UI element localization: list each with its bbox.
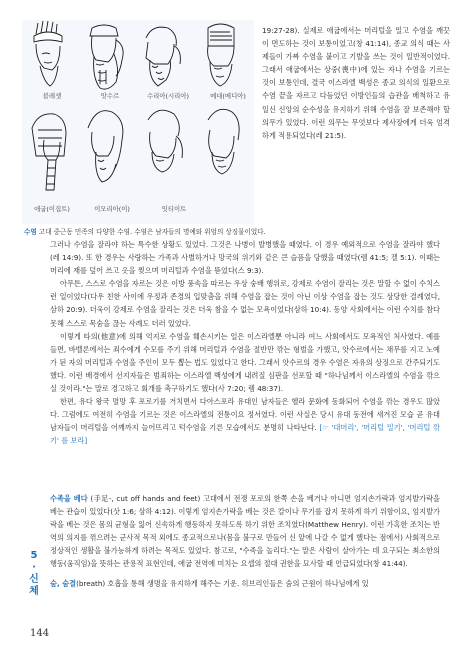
cross-reference-link[interactable]: [☞ '대머리', '머리털 밀기', '머리털 깎기' 를 보라] bbox=[50, 423, 440, 446]
side-tab-dot: · bbox=[32, 562, 36, 573]
page-number: 144 bbox=[30, 628, 50, 639]
entry-text: 고대에서 전쟁 포로의 한쪽 손을 베거나 아니면 엄지손가락과 엄지발가락을 베는 관습이 있었다(삿 1:6; 삼하 4:12). 이렇게 엄지손가락을 베는 것은 칼이나 무기를 잡지 못하게 하기 위함이요, 엄지발가락을 베는 것은 몸의 균형을 잃어 신속하게 행동하지 못하도록 하기 위한 조치였다(Matthew Henry). 이런 가혹한 조치는 반역의 의지를 꺾으려는 군사적 목적 외에도 종교적으로나(몸을 불구로 만들어 신 앞에 나갈 수 없게 했다는 점에서) 사회적으로 정상적인 생활을 불가능하게 하려는 목적도 있었다. 참고로, "수족을 놀리다."는 말은 사람이 살아가는 데 요구되는 최소한의 행동(움직임)을 뜻하는 관용적 표현인데, 애굽 전역에 미치는 요셉의 절대 권한을 묘사할 때 언급되었다(창 41:44). bbox=[50, 494, 440, 569]
entry-term-sub: (breath) bbox=[76, 578, 106, 588]
caption-text: 고대 중근동 민족의 다양한 수염. 수염은 남자들의 명예와 위엄의 상징물이었다. bbox=[36, 228, 266, 236]
chapter-side-tab bbox=[26, 550, 42, 598]
entry-term-sub: (手足-, cut off hands and feet) bbox=[90, 494, 201, 503]
entry-sum bbox=[50, 577, 440, 590]
body-paragraph-3: 이렇게 타의(他意)에 의해 억지로 수염을 훼손시키는 일은 이스라엘뿐 아니라 여느 사회에서도 모욕적인 처사였다. 예를 들면, 바벨론에서는 죄수에게 수모를 주기 위해 머리털과 수염을 절반만 깎는 형벌을 가했고, 앗수르에서는 채무를 지고 노예가 된 자의 머리털과 수염을 주인이 모두 뽑는 법도 있었다고 한다. 그래서 앗수르의 경우 수염은 자유의 상징으로 간주되기도 했다. 이런 배경에서 선지자들은 범죄하는 이스라엘 백성에게 내려질 심판을 선포할 때 "하나님께서 이스라엘의 수염을 깎으실 것이라."는 말로 경고하고 회개를 촉구하기도 했다(사 7:20; 렘 48:37). bbox=[50, 331, 440, 394]
caption-heading: 수염 bbox=[24, 228, 37, 236]
head-drawing-amorite bbox=[88, 111, 123, 182]
right-column-text: 19:27-28). 실제로 애굽에서는 머리털을 밀고 수염을 깨끗이 면도하는 것이 보통이었고(창 41:14), 종교 의식 때는 사제들이 가짜 수염을 붙이고 기발을 쓰는 것이 일반적이었다. 그래서 애굽에서는 상중(喪中)에 있는 자나 수염을 기르는 것이 보통인데, 결국 이스라엘 백성은 종교 의식의 일환으로 수염 끝을 자르고 다듬었던 이방인들의 습관을 배척하고 유일신 신앙의 순수성을 유지하기 위해 수염을 잘 보존해야 할 의무가 있었다. 이런 의무는 무엇보다 제사장에게 더욱 엄격하게 적용되었다(레 21:5). bbox=[262, 26, 450, 140]
entry-sujogeul-beda bbox=[50, 492, 440, 571]
dictionary-entries bbox=[50, 492, 440, 596]
side-tab-number: 5 bbox=[30, 550, 38, 561]
side-tab-char-2: 체 bbox=[29, 586, 39, 597]
head-drawing-assyrian bbox=[90, 25, 123, 89]
head-drawing-hittite bbox=[148, 110, 182, 172]
head-drawing-philistine bbox=[34, 21, 62, 86]
side-tab-char-1: 신 bbox=[29, 574, 39, 585]
figure-label-philistine: 블레셋 bbox=[42, 92, 62, 100]
figure-label-assyrian: 앗수르 bbox=[100, 92, 120, 100]
entry-term: 숨, 숨결 bbox=[50, 578, 77, 588]
main-body bbox=[50, 238, 440, 448]
head-drawing-eighth bbox=[208, 109, 239, 174]
body-paragraph-1: 그러나 수염을 잘라야 하는 특수한 상황도 있었다. 그것은 나병이 발병했을 때였다. 이 경우 예외적으로 수염을 잘라야 했다(레 14:9). 또 한 경우는 사랑하는 가족과 사별하거나 망국의 위기와 같은 큰 슬픔을 당했을 때였다(렘 41:5; 겔 5:1). 이때는 머리에 재를 덮어 쓰고 옷을 찢으며 머리털과 수염을 뜯었다(스 9:3). bbox=[50, 240, 440, 276]
head-drawing-syrian bbox=[146, 27, 180, 86]
head-drawing-median bbox=[208, 24, 234, 86]
figure-label-syrian: 수리아(시리아) bbox=[146, 92, 190, 100]
beard-illustration bbox=[22, 20, 254, 224]
body-paragraph-4 bbox=[50, 395, 440, 447]
figure-label-hittite: 잇티이트 bbox=[161, 205, 187, 213]
figure-caption bbox=[24, 226, 274, 236]
body-paragraph-2: 아무튼, 스스로 수염을 자르는 것은 이방 풍속을 따르는 우상 숭배 행위로, 강제로 수염이 잘리는 것은 말할 수 없이 수치스런 일이었다(다우 친한 사이에 우정과 존경의 입맞춤을 위해 수염을 잡는 것이 아닌 이상 수염을 잡는 것도 상당한 결례였다, 삼하 20:9). 더욱이 강제로 수염을 잘리는 것은 더욱 참을 수 없는 모욕이었다(삼하 10:4). 동양 사회에서는 이런 수치를 참다 못해 스스로 목숨을 끊는 사례도 더러 있었다. bbox=[50, 279, 440, 328]
figure-label-median: 메대(메디아) bbox=[210, 92, 246, 100]
entry-text: 호흡을 통해 생명을 유지하게 해주는 기운. 히브리인들은 숨의 근원이 하나님에게 있 bbox=[107, 578, 369, 588]
entry-term: 수족을 베다 bbox=[50, 494, 88, 503]
head-drawing-egyptian bbox=[32, 114, 66, 190]
body-paragraph-4-text: 한편, 유다 왕국 멸망 후 포로기를 거치면서 다아스포라 유대인 남자들은 헬라 문화에 동화되어 수염을 깎는 경우도 많았다. 그럼에도 여전히 수염을 기르는 것은 이스라엘의 전통이요 정서였다. 이런 사실은 당시 유대 동전에 새겨진 모습 곧 유대 남자들이 머리털을 어깨까지 늘어뜨리고 턱수염을 기른 모습에서도 분명히 나타난다. bbox=[50, 397, 440, 433]
figure-label-egyptian: 애굽(이집트) bbox=[34, 205, 70, 213]
figure-label-amorite: 이모리아(이) bbox=[94, 205, 130, 213]
